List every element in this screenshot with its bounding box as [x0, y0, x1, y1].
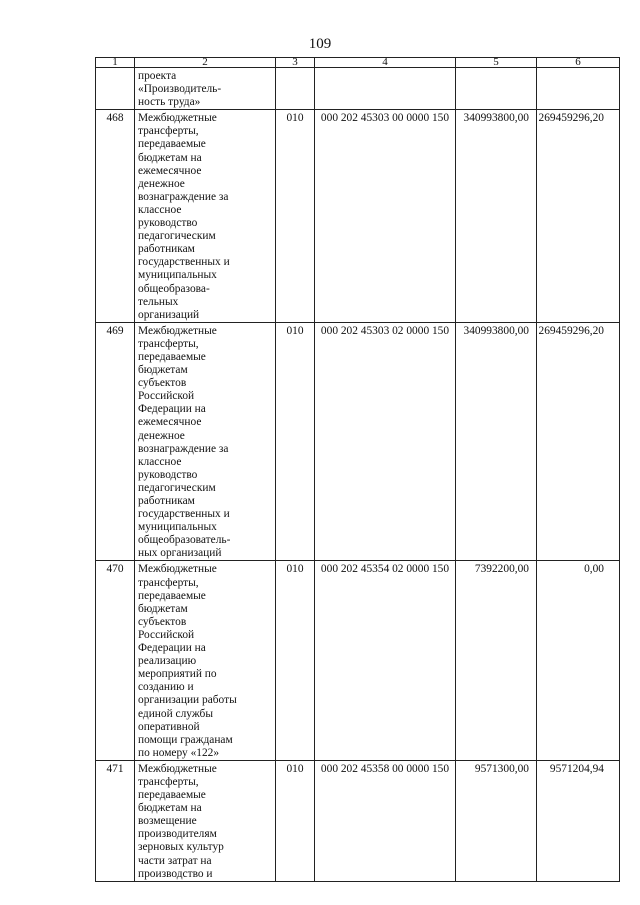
- column-header: 5: [456, 58, 537, 68]
- description-line: производителям: [138, 828, 217, 841]
- planned-amount: [456, 68, 537, 110]
- column-header: 1: [96, 58, 135, 68]
- line-code: [276, 68, 315, 110]
- description-line: бюджетам на: [138, 802, 202, 815]
- description-line: субъектов: [138, 377, 187, 390]
- description-line: проекта: [138, 70, 177, 82]
- description-line: реализацию: [138, 655, 197, 668]
- table-row: [96, 322, 620, 561]
- description-line: бюджетам на: [138, 151, 202, 164]
- description-line: ежемесячное: [138, 164, 202, 177]
- description-line: педагогическим: [138, 481, 216, 494]
- description-line: Российской: [138, 390, 195, 403]
- description-line: субъектов: [138, 615, 187, 628]
- description-line: Федерации на: [138, 403, 206, 416]
- description-line: единой службы: [138, 707, 213, 720]
- description-line: производство и: [138, 867, 213, 880]
- table-row: [96, 561, 620, 760]
- description-line: трансферты,: [138, 337, 199, 350]
- table-row: [96, 110, 620, 323]
- description-line: части затрат на: [138, 854, 212, 867]
- description-line: вознаграждение за: [138, 190, 229, 203]
- budget-classification-code: 000 202 45303 02 0000 150: [315, 322, 456, 561]
- description-line: бюджетам: [138, 602, 188, 615]
- description-line: помощи гражданам: [138, 733, 233, 746]
- description-line: организации работы: [138, 694, 237, 707]
- budget-table: [95, 57, 620, 882]
- description-line: общеобразователь-: [138, 534, 231, 547]
- line-code: 010: [276, 561, 315, 760]
- planned-amount: 9571300,00: [456, 760, 537, 881]
- actual-amount: 269459296,20: [537, 322, 620, 561]
- row-description: [135, 760, 276, 881]
- description-line: вознаграждение за: [138, 442, 229, 455]
- budget-classification-code: 000 202 45303 00 0000 150: [315, 110, 456, 323]
- line-code: 010: [276, 110, 315, 323]
- planned-amount: 7392200,00: [456, 561, 537, 760]
- description-line: ных организаций: [138, 547, 222, 560]
- column-header: 4: [315, 58, 456, 68]
- description-line: Межбюджетные: [138, 324, 217, 337]
- description-line: Межбюджетные: [138, 112, 217, 125]
- description-line: Межбюджетные: [138, 762, 217, 775]
- column-header: 3: [276, 58, 315, 68]
- row-description: [135, 561, 276, 760]
- actual-amount: 0,00: [537, 561, 620, 760]
- description-line: «Производитель-: [138, 83, 222, 96]
- planned-amount: 340993800,00: [456, 322, 537, 561]
- description-line: муниципальных: [138, 269, 217, 282]
- row-number: 471: [96, 760, 135, 881]
- description-line: работникам: [138, 243, 195, 256]
- description-line: возмещение: [138, 815, 197, 828]
- description-line: тельных: [138, 295, 179, 308]
- description-line: классное: [138, 203, 182, 216]
- column-header: 6: [537, 58, 620, 68]
- description-line: денежное: [138, 429, 185, 442]
- row-number: [96, 68, 135, 110]
- description-line: денежное: [138, 177, 185, 190]
- row-description: [135, 68, 276, 110]
- description-line: зерновых культур: [138, 841, 224, 854]
- description-line: передаваемые: [138, 138, 206, 151]
- actual-amount: 9571204,94: [537, 760, 620, 881]
- description-line: трансферты,: [138, 576, 199, 589]
- actual-amount: 269459296,20: [537, 110, 620, 323]
- planned-amount: 340993800,00: [456, 110, 537, 323]
- table-row: [96, 760, 620, 881]
- description-line: руководство: [138, 468, 198, 481]
- budget-classification-code: [315, 68, 456, 110]
- row-number: 468: [96, 110, 135, 323]
- table-row: [96, 68, 620, 110]
- description-line: ность труда»: [138, 96, 201, 109]
- description-line: руководство: [138, 217, 198, 230]
- description-line: передаваемые: [138, 589, 206, 602]
- actual-amount: [537, 68, 620, 110]
- description-line: трансферты,: [138, 125, 199, 138]
- description-line: мероприятий по: [138, 668, 217, 681]
- description-line: Федерации на: [138, 642, 206, 655]
- description-line: государственных и: [138, 256, 230, 269]
- description-line: оперативной: [138, 720, 200, 733]
- description-line: педагогическим: [138, 230, 216, 243]
- description-line: организаций: [138, 308, 200, 321]
- description-line: Межбюджетные: [138, 563, 217, 576]
- description-line: муниципальных: [138, 521, 217, 534]
- row-number: 470: [96, 561, 135, 760]
- description-line: трансферты,: [138, 775, 199, 788]
- description-line: бюджетам: [138, 364, 188, 377]
- description-line: государственных и: [138, 508, 230, 521]
- description-line: передаваемые: [138, 789, 206, 802]
- budget-classification-code: 000 202 45354 02 0000 150: [315, 561, 456, 760]
- description-line: общеобразова-: [138, 282, 210, 295]
- page-number: 109: [308, 36, 332, 52]
- budget-classification-code: 000 202 45358 00 0000 150: [315, 760, 456, 881]
- description-line: Российской: [138, 628, 195, 641]
- description-line: работникам: [138, 495, 195, 507]
- row-description: [135, 322, 276, 561]
- row-number: 469: [96, 322, 135, 561]
- row-description: [135, 110, 276, 323]
- description-line: ежемесячное: [138, 416, 202, 429]
- description-line: созданию и: [138, 681, 194, 694]
- line-code: 010: [276, 760, 315, 881]
- description-line: передаваемые: [138, 350, 206, 363]
- description-line: по номеру «122»: [138, 746, 220, 759]
- line-code: 010: [276, 322, 315, 561]
- table-header-row: [96, 58, 620, 68]
- column-header: 2: [135, 58, 276, 68]
- description-line: классное: [138, 455, 182, 468]
